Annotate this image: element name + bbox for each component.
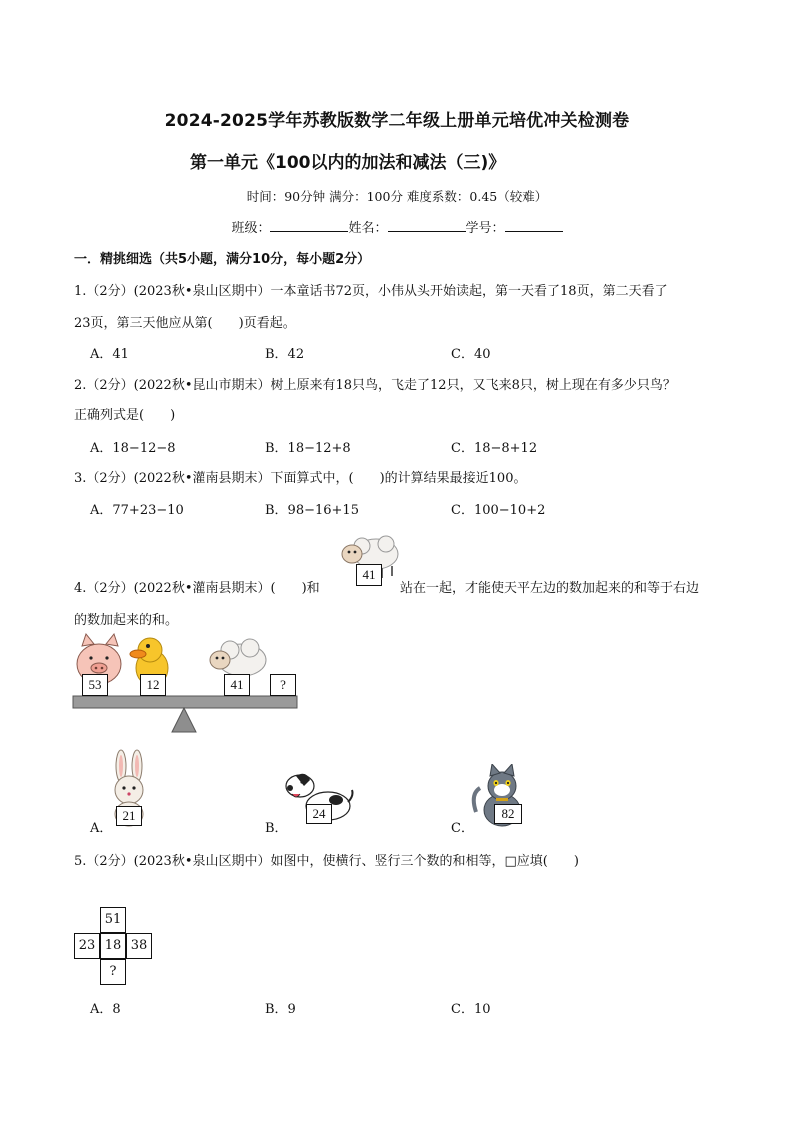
q2-line2	[74, 404, 175, 423]
q5-option-b[interactable]: B．9	[265, 1002, 296, 1017]
q5-line1	[74, 850, 579, 869]
q5-text-a: 5.（2分）(2023秋•泉山区期中）如图中，使横行、竖行三个数的和相等，□应填(	[74, 854, 548, 869]
q1-line1: 1.（2分）(2023秋•泉山区期中）一本童话书72页，小伟从头开始读起，第一天看了18页，第二天看了	[74, 284, 668, 299]
q3-option-b[interactable]: B．98−16+15	[265, 503, 359, 518]
q2-line1: 2.（2分）(2022秋•昆山市期末）树上原来有18只鸟，飞走了12只，又飞来8只，树上现在有多少只鸟？	[74, 378, 676, 393]
q1-option-c[interactable]: C．40	[451, 347, 491, 362]
q3-text-a: 3.（2分）(2022秋•灌南县期末）下面算式中，(	[74, 471, 354, 486]
q5-text-b: )	[573, 854, 579, 869]
q2-text-a: 正确列式是(	[74, 408, 145, 423]
rabbit-value-box: 21	[116, 806, 142, 826]
grid-right: 38	[126, 933, 152, 959]
number-blank[interactable]	[505, 219, 563, 232]
q1-option-a[interactable]: A．41	[90, 347, 129, 362]
scale-beam	[73, 696, 297, 708]
q2-text-b: )	[170, 408, 176, 423]
scale-box-2: 12	[140, 674, 166, 696]
class-blank[interactable]	[270, 219, 348, 232]
q2-option-b[interactable]: B．18−12+8	[265, 441, 351, 456]
q4-option-a[interactable]: A．	[90, 821, 113, 836]
q4-option-c[interactable]: C．	[451, 821, 474, 836]
cat-value-box: 82	[494, 804, 522, 824]
name-label: 姓名：	[348, 221, 388, 236]
q4-option-b[interactable]: B．	[265, 821, 288, 836]
number-label: 学号：	[465, 221, 505, 236]
grid-bottom[interactable]: ?	[100, 959, 126, 985]
scale-box-3: 41	[224, 674, 250, 696]
q3-line1	[74, 467, 526, 486]
scale-fulcrum	[172, 708, 196, 732]
q1-text-b: )页看起。	[238, 316, 296, 331]
q4-text-b: )和	[301, 581, 320, 596]
q3-text-b: )的计算结果最接近100。	[379, 471, 527, 486]
q4-text-a: 4.（2分）(2022秋•灌南县期末）(	[74, 581, 276, 596]
sheep-value-box: 41	[356, 564, 382, 586]
grid-left: 23	[74, 933, 100, 959]
q5-option-a[interactable]: A．8	[90, 1002, 121, 1017]
q4-line1-rest: 站在一起，才能使天平左边的数加起来的和等于右边	[400, 581, 700, 596]
name-blank[interactable]	[388, 219, 466, 232]
exam-meta: 时间：90分钟 满分：100分 难度系数：0.45（较难）	[246, 189, 548, 204]
student-info-line	[0, 217, 794, 236]
q3-option-c[interactable]: C．100−10+2	[451, 503, 546, 518]
q5-option-c[interactable]: C．10	[451, 1002, 491, 1017]
q1-text-a: 23页，第三天他应从第(	[74, 316, 213, 331]
class-label: 班级：	[231, 221, 271, 236]
q3-option-a[interactable]: A．77+23−10	[90, 503, 184, 518]
q4-line1	[74, 577, 320, 596]
scale-box-4: ?	[270, 674, 296, 696]
grid-top: 51	[100, 907, 126, 933]
document-subtitle: 第一单元《100以内的加法和减法（三)》	[190, 153, 506, 173]
document-title: 2024-2025学年苏教版数学二年级上册单元培优冲关检测卷	[164, 111, 630, 131]
dog-value-box: 24	[306, 804, 332, 824]
q1-option-b[interactable]: B．42	[265, 347, 305, 362]
q2-option-a[interactable]: A．18−12−8	[90, 441, 176, 456]
sheep-on-scale-icon	[210, 639, 266, 676]
section-title: 一．精挑细选（共5小题，满分10分，每小题2分）	[74, 252, 371, 267]
scale-box-1: 53	[82, 674, 108, 696]
grid-center: 18	[100, 933, 126, 959]
q1-line2	[74, 312, 296, 331]
q4-line2: 的数加起来的和。	[74, 613, 179, 628]
q2-option-c[interactable]: C．18−8+12	[451, 441, 538, 456]
